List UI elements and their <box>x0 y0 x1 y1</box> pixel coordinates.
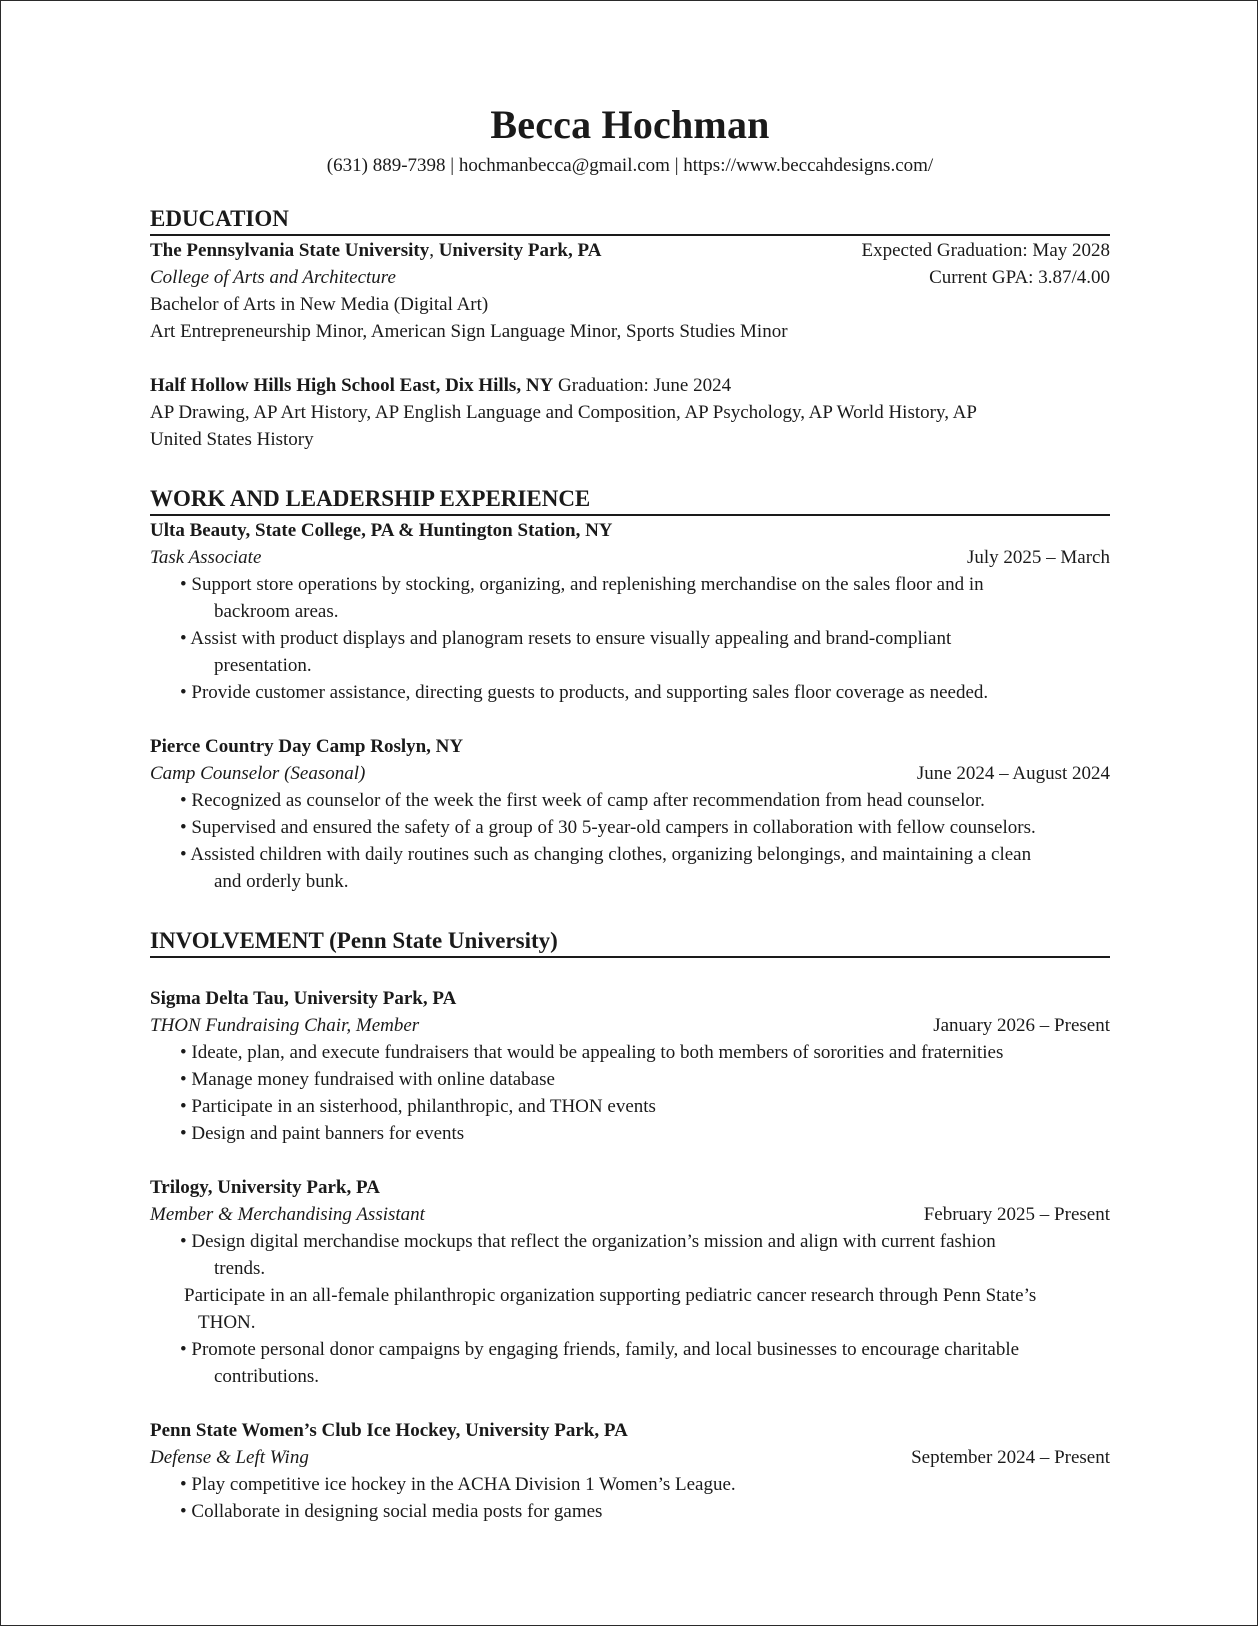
involvement-section <box>150 927 1110 1525</box>
involvement-dates: February 2025 – Present <box>923 1204 1110 1225</box>
psu-college-row <box>150 264 1110 291</box>
job-entry <box>150 517 1110 706</box>
involvement-role-row <box>150 1012 1110 1039</box>
bullet-item <box>180 814 1110 841</box>
hs-school: Half Hollow Hills High School East, Dix Hills, NY <box>150 375 554 396</box>
involvement-entry <box>150 1174 1110 1390</box>
bullet-item <box>180 1039 1110 1066</box>
bullet-text: Participate in an all-female philanthropic organization supporting pediatric cancer research through Penn State’s <box>184 1285 1037 1306</box>
candidate-name: Becca Hochman <box>490 102 770 147</box>
job-dates: July 2025 – March <box>966 547 1110 568</box>
resume-content <box>150 101 1110 1525</box>
hs-courses-line-1: AP Drawing, AP Art History, AP English Language and Composition, AP Psychology, AP World History, AP <box>150 402 977 423</box>
bullet-text: • Ideate, plan, and execute fundraisers that would be appealing to both members of sororities and fraternities <box>180 1042 1004 1063</box>
involvement-bullets <box>150 1039 1110 1147</box>
hs-header-row <box>150 372 1110 399</box>
involvement-role: Defense & Left Wing <box>150 1447 309 1468</box>
involvement-bullets <box>150 1228 1110 1390</box>
bullet-continuation: trends. <box>214 1258 266 1279</box>
bullet-text: • Assisted children with daily routines such as changing clothes, organizing belongings, and maintaining a clean <box>180 844 1032 865</box>
job-entry <box>150 733 1110 895</box>
section-title-involvement: INVOLVEMENT (Penn State University) <box>150 927 1110 958</box>
psu-location: University Park, PA <box>438 240 602 261</box>
involvement-entry <box>150 985 1110 1147</box>
bullet-continuation: contributions. <box>214 1366 320 1387</box>
involvement-role-row <box>150 1201 1110 1228</box>
bullet-continuation: THON. <box>198 1312 256 1333</box>
psu-gpa: Current GPA: 3.87/4.00 <box>929 267 1110 288</box>
bullet-item <box>180 571 1110 625</box>
psu-school: The Pennsylvania State University <box>150 240 430 261</box>
bullet-text: • Promote personal donor campaigns by engaging friends, family, and local businesses to encourage charitable <box>180 1339 1020 1360</box>
bullet-text: • Participate in an sisterhood, philanthropic, and THON events <box>180 1096 656 1117</box>
section-title-work: WORK AND LEADERSHIP EXPERIENCE <box>150 485 1110 516</box>
bullet-continuation: backroom areas. <box>214 601 339 622</box>
bullet-item <box>180 1228 1110 1282</box>
hs-courses-line-2: United States History <box>150 429 314 450</box>
involvement-org: Trilogy, University Park, PA <box>150 1177 380 1198</box>
bullet-text: • Manage money fundraised with online database <box>180 1069 555 1090</box>
bullet-item <box>180 1471 1110 1498</box>
psu-degree: Bachelor of Arts in New Media (Digital Art) <box>150 294 489 315</box>
bullet-text: • Design and paint banners for events <box>180 1123 465 1144</box>
bullet-text: • Provide customer assistance, directing guests to products, and supporting sales floor coverage as needed. <box>180 682 989 703</box>
bullet-continuation: and orderly bunk. <box>214 871 349 892</box>
involvement-org: Penn State Women’s Club Ice Hockey, University Park, PA <box>150 1420 628 1441</box>
job-role-row <box>150 760 1110 787</box>
psu-graduation: Expected Graduation: May 2028 <box>861 240 1110 261</box>
involvement-org: Sigma Delta Tau, University Park, PA <box>150 988 457 1009</box>
job-bullets <box>150 787 1110 895</box>
involvement-dates: September 2024 – Present <box>911 1447 1110 1468</box>
job-role: Camp Counselor (Seasonal) <box>150 763 366 784</box>
involvement-role: Member & Merchandising Assistant <box>150 1204 425 1225</box>
bullet-text: • Recognized as counselor of the week the first week of camp after recommendation from head counselor. <box>180 790 985 811</box>
bullet-item <box>180 625 1110 679</box>
job-dates: June 2024 – August 2024 <box>916 763 1110 784</box>
education-section <box>150 205 1110 453</box>
bullet-text: • Collaborate in designing social media posts for games <box>180 1501 603 1522</box>
section-title-education: EDUCATION <box>150 205 1110 236</box>
bullet-item <box>180 679 1110 706</box>
psu-sep: , <box>429 240 439 261</box>
bullet-item <box>180 1282 1110 1336</box>
psu-minors: Art Entrepreneurship Minor, American Sign Language Minor, Sports Studies Minor <box>150 321 788 342</box>
job-role: Task Associate <box>150 547 262 568</box>
job-org: Pierce Country Day Camp Roslyn, NY <box>150 736 464 757</box>
bullet-item <box>180 841 1110 895</box>
bullet-item <box>180 787 1110 814</box>
bullet-text: • Supervised and ensured the safety of a group of 30 5-year-old campers in collaboration with fellow counselors. <box>180 817 1036 838</box>
bullet-continuation: presentation. <box>214 655 312 676</box>
involvement-entry <box>150 1417 1110 1525</box>
involvement-role: THON Fundraising Chair, Member <box>150 1015 420 1036</box>
job-bullets <box>150 571 1110 706</box>
bullet-item <box>180 1336 1110 1390</box>
bullet-text: • Design digital merchandise mockups that reflect the organization’s mission and align with current fashion <box>180 1231 996 1252</box>
contact-line: (631) 889-7398 | hochmanbecca@gmail.com | https://www.beccahdesigns.com/ <box>326 155 934 176</box>
psu-college: College of Arts and Architecture <box>150 267 396 288</box>
bullet-item <box>180 1120 1110 1147</box>
psu-header-row <box>150 237 1110 264</box>
job-role-row <box>150 544 1110 571</box>
bullet-item <box>180 1066 1110 1093</box>
work-section <box>150 485 1110 895</box>
bullet-text: • Assist with product displays and planogram resets to ensure visually appealing and brand-compliant <box>180 628 952 649</box>
involvement-role-row <box>150 1444 1110 1471</box>
bullet-text: • Support store operations by stocking, organizing, and replenishing merchandise on the sales floor and in <box>180 574 984 595</box>
psu-school-line <box>150 237 601 264</box>
hs-graduation: Graduation: June 2024 <box>558 375 732 396</box>
bullet-item <box>180 1093 1110 1120</box>
involvement-dates: January 2026 – Present <box>933 1015 1110 1036</box>
bullet-text: • Play competitive ice hockey in the ACHA Division 1 Women’s League. <box>180 1474 736 1495</box>
bullet-item <box>180 1498 1110 1525</box>
involvement-bullets <box>150 1471 1110 1525</box>
job-org: Ulta Beauty, State College, PA & Huntington Station, NY <box>150 520 613 541</box>
